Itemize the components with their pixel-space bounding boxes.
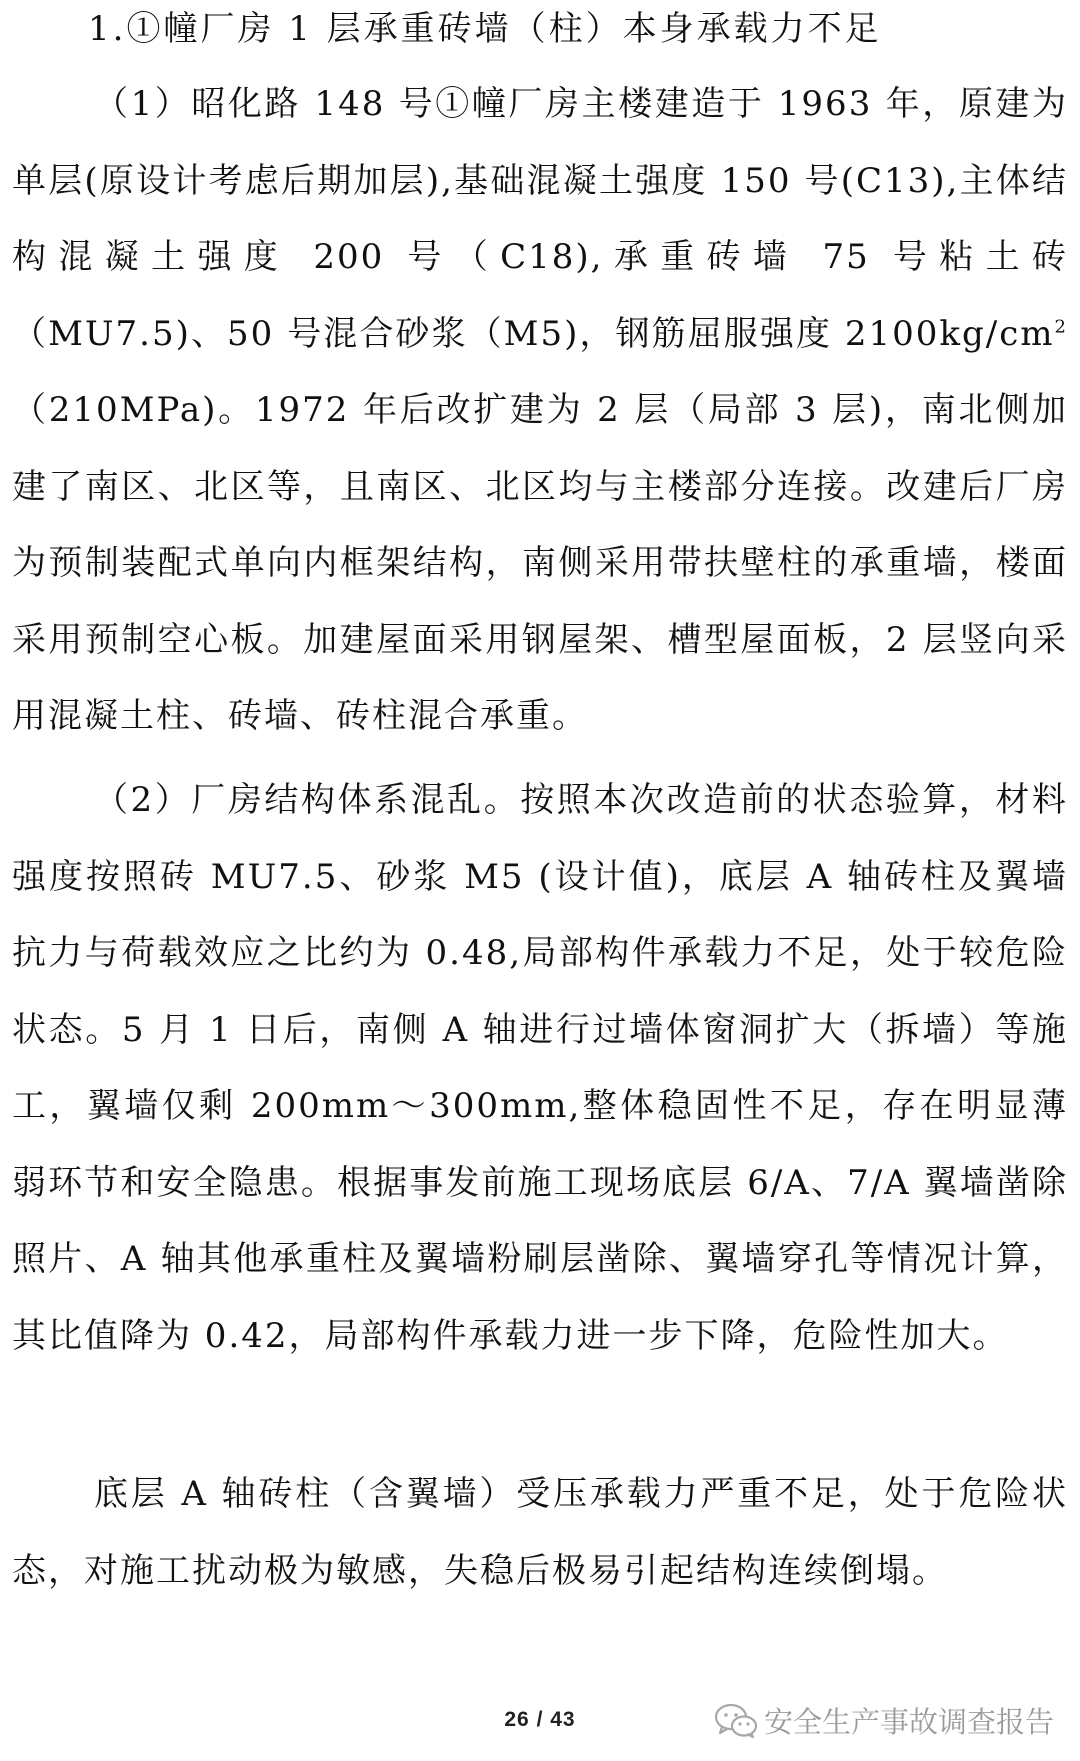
watermark-text: 安全生产事故调查报告 [763, 1705, 1054, 1739]
watermark [714, 1700, 1054, 1741]
paragraph-2: （2）厂房结构体系混乱。按照本次改造前的状态验算，材料强度按照砖 MU7.5、砂浆 M5 (设计值)，底层 A 轴砖柱及翼墙抗力与荷载效应之比约为 0.48,局部构件承载力不足，处于较危险状态。5 月 1 日后，南侧 A 轴进行过墙体窗洞扩大（拆墙）等施工，翼墙仅剩 200mm～300mm,整体稳固性不足，存在明显薄弱环节和安全隐患。根据事发前施工现场底层 6/A、7/A 翼墙凿除照片、A 轴其他承重柱及翼墙粉刷层凿除、翼墙穿孔等情况计算，其比值降为 0.42，局部构件承载力进一步下降，危险性加大。 [12, 780, 1068, 1356]
paragraph-1-text: （1）昭化路 148 号①幢厂房主楼建造于 1963 年，原建为单层(原设计考虑后期加层),基础混凝土强度 150 号(C13),主体结构混凝土强度 200 号（C18),承重砖墙 75 号粘土砖（MU7.5)、50 号混合砂浆（M5)，钢筋屈服强度 2100kg/cm [12, 84, 1068, 354]
paragraph-1-continued: （210MPa)。1972 年后改扩建为 2 层（局部 3 层)，南北侧加建了南区、北区等，且南区、北区均与主楼部分连接。改建后厂房为预制装配式单向内框架结构，南侧采用带扶壁柱的承重墙，楼面采用预制空心板。加建屋面采用钢屋架、槽型屋面板，2 层竖向采用混凝土柱、砖墙、砖柱混合承重。 [12, 390, 1068, 736]
wechat-icon [714, 1703, 758, 1739]
section-heading: 1.①幢厂房 1 层承重砖墙（柱）本身承载力不足 [88, 9, 882, 49]
paragraph-3: 底层 A 轴砖柱（含翼墙）受压承载力严重不足，处于危险状态，对施工扰动极为敏感，失稳后极易引起结构连续倒塌。 [12, 1474, 1068, 1591]
superscript-2: 2 [1054, 316, 1068, 338]
paragraph-1 [12, 66, 1068, 755]
page-number: 26 / 43 [504, 1708, 576, 1731]
